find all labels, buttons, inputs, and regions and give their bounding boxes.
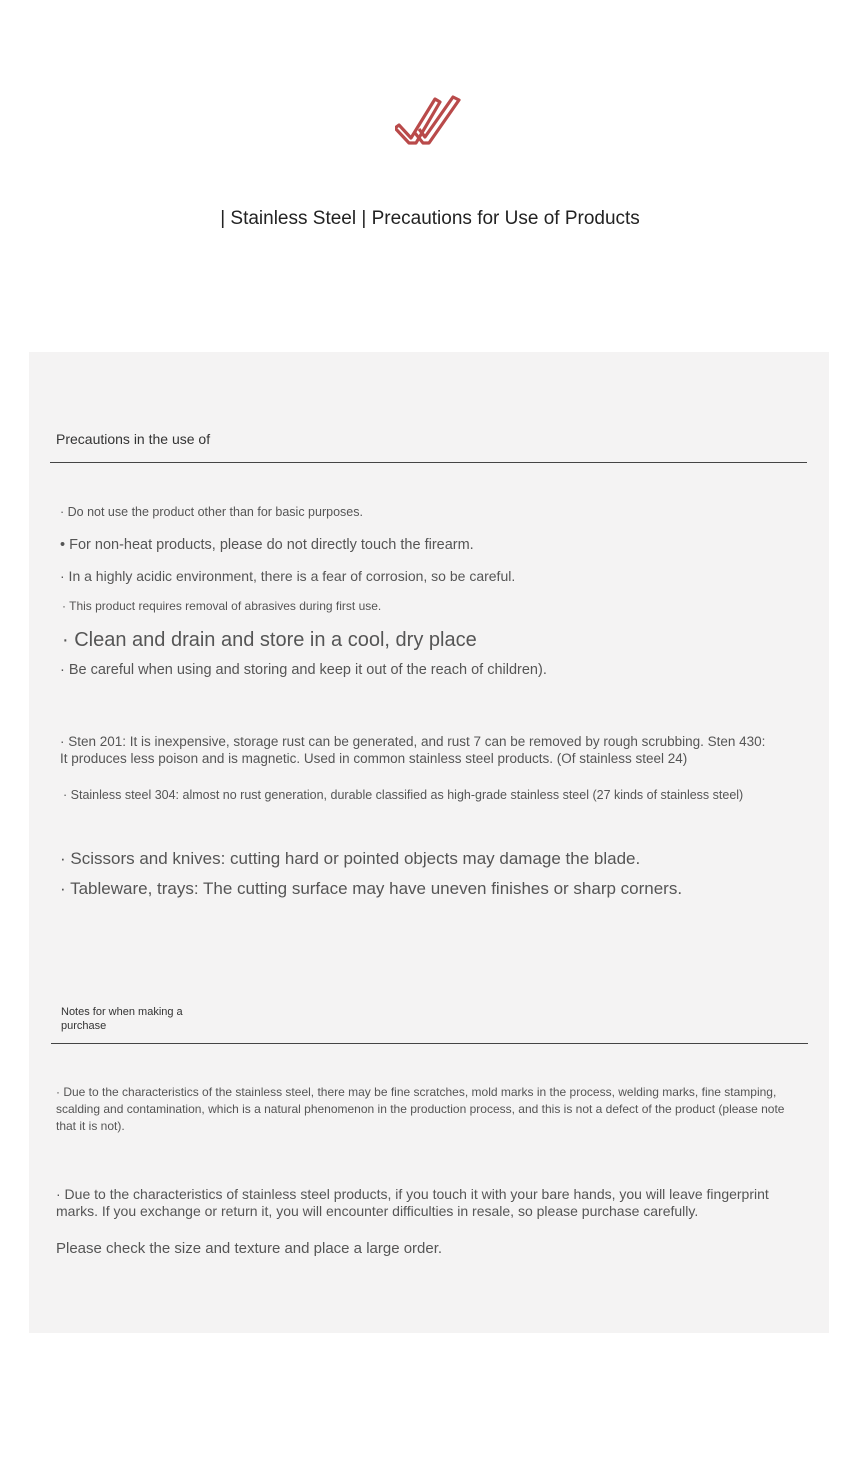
list-item: · Do not use the product other than for basic purposes. (60, 505, 363, 519)
list-item: · Clean and drain and store in a cool, dry place (62, 629, 477, 651)
caution-item: · Scissors and knives: cutting hard or pointed objects may damage the blade. (60, 849, 641, 868)
content-panel (29, 352, 829, 1333)
list-item: · Be careful when using and storing and keep it out of the reach of children). (60, 662, 547, 678)
caution-item: · Tableware, trays: The cutting surface may have uneven finishes or sharp corners. (60, 879, 683, 898)
purchase-note: · Due to the characteristics of stainless steel products, if you touch it with your bare hands, you will leave fingerprint marks. If you exchange or return it, you will encounter difficulties in resale, so please purchase carefully. (56, 1186, 769, 1219)
list-item: · This product requires removal of abrasives during first use. (62, 599, 382, 613)
steel-grade-note: · Sten 201: It is inexpensive, storage rust can be generated, and rust 7 can be removed by rough scrubbing. Sten 430: It produces less poison and is magnetic. Used in common stainless steel products. (Of stainless steel 24) (60, 734, 766, 766)
list-item: · In a highly acidic environment, there is a fear of corrosion, so be careful. (60, 568, 516, 584)
section-divider (50, 462, 807, 463)
double-check-icon (395, 93, 465, 145)
section-title-purchase: Notes for when making a purchase (61, 1006, 183, 1032)
section-divider (51, 1043, 808, 1044)
steel-grade-note: · Stainless steel 304: almost no rust generation, durable classified as high-grade stainless steel (27 kinds of stainless steel) (63, 788, 744, 802)
section-title-usage: Precautions in the use of (56, 431, 211, 447)
page-title: | Stainless Steel | Precautions for Use of Products (220, 208, 640, 229)
list-item: • For non-heat products, please do not directly touch the firearm. (60, 537, 474, 553)
closing-note: Please check the size and texture and place a large order. (56, 1240, 443, 1257)
purchase-note: · Due to the characteristics of the stainless steel, there may be fine scratches, mold marks in the process, welding marks, fine stamping, scalding and contamination, which is a natural phenomenon in the production process, and this is not a defect of the product (please note that it is not). (56, 1085, 785, 1133)
